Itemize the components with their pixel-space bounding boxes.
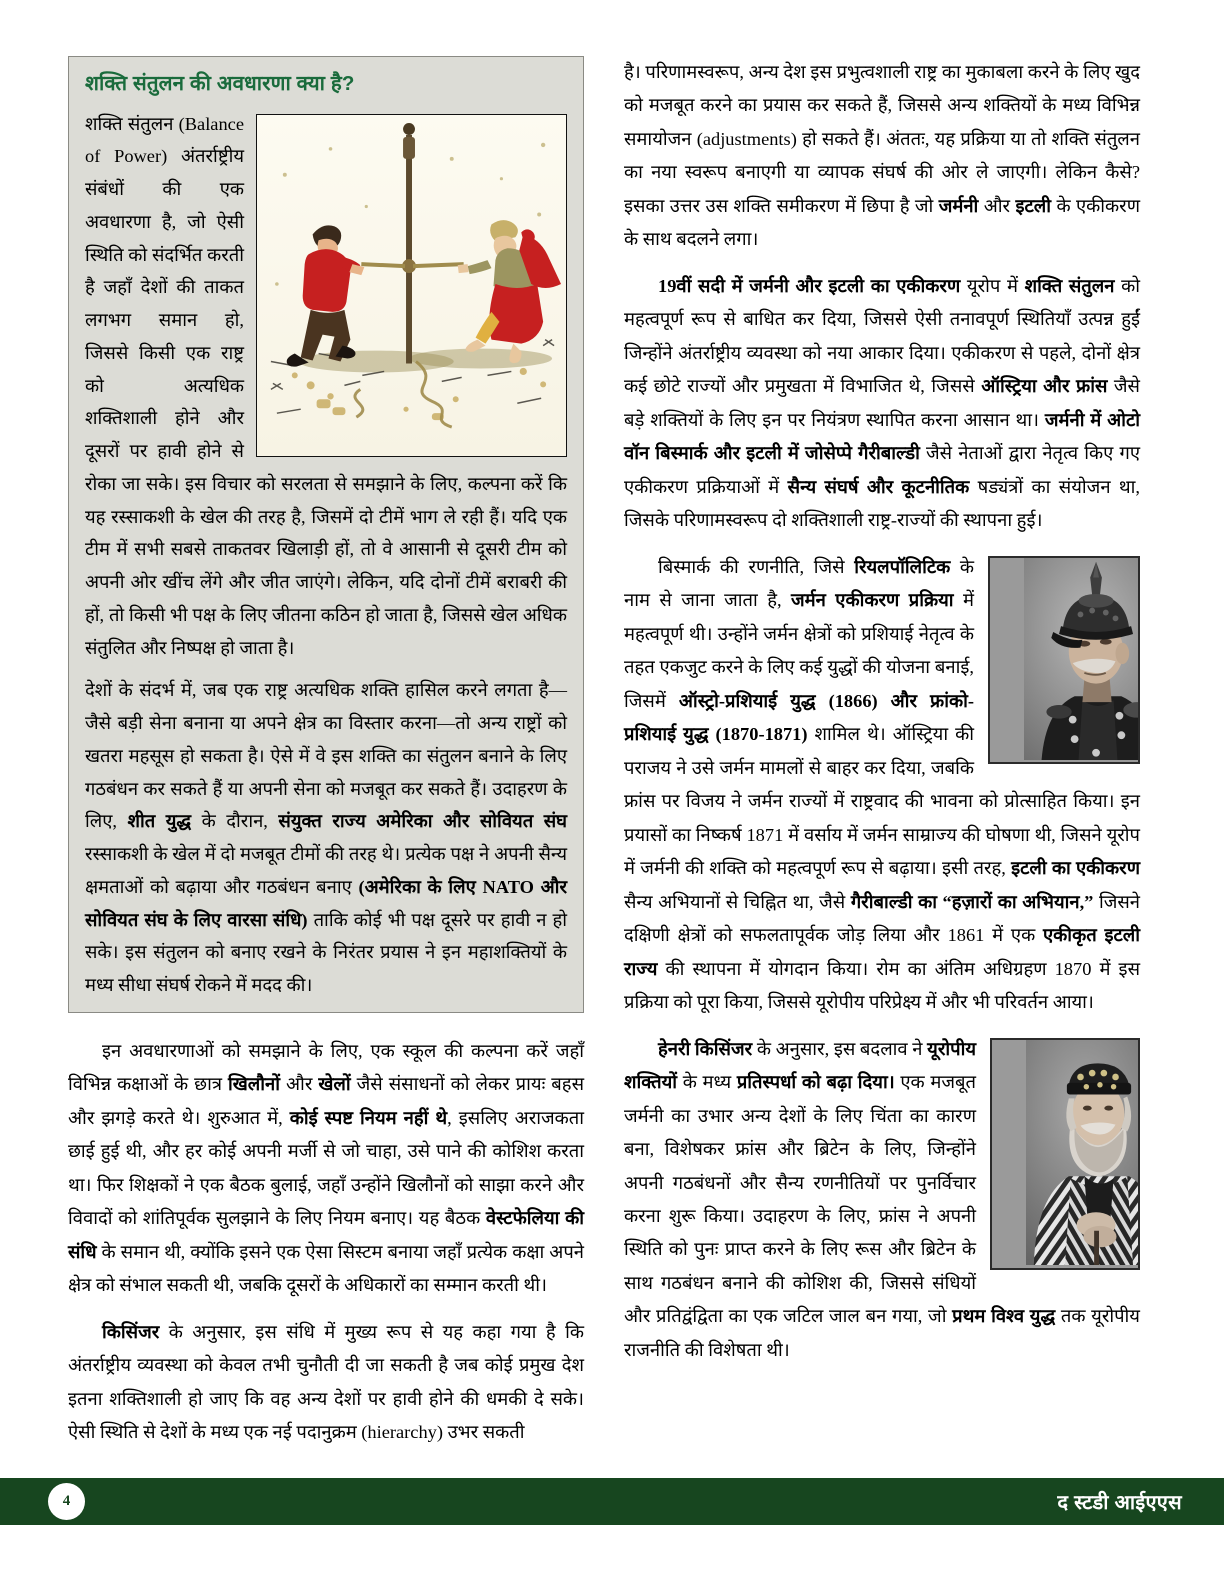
two-column-layout	[68, 56, 1160, 1456]
bold-first-world-war: प्रथम विश्व युद्ध	[952, 1306, 1056, 1327]
right-text-3d: में महत्वपूर्ण थी। उन्होंने जर्मन क्षेत्रों को प्रशियाई नेतृत्व के तहत एकजुट करने के लिए कई युद्धों की योजना बनाई, जिसमें	[624, 590, 974, 711]
right-text-1a: है। परिणामस्वरूप, अन्य देश इस प्रभुत्वशाली राष्ट्र का मुकाबला करने के लिए खुद को मजबूत करने का प्रयास कर सकते हैं, जिससे अन्य शक्तियों के मध्य विभिन्न समायोजन (adjustments) हो सकते हैं। अंततः, यह प्रक्रिया या तो शक्ति संतुलन का नया स्वरूप बनाएगी या व्यापक संघर्ष की ओर ले जाएगी। लेकिन कैसे? इसका उत्तर उस शक्ति समीकरण में छिपा है जो	[624, 62, 1140, 216]
school-text-a: इन अवधारणाओं को समझाने के लिए, एक स्कूल की कल्पना करें जहाँ विभिन्न कक्षाओं के छात्र	[68, 1040, 584, 1095]
concept-box-heading: शक्ति संतुलन की अवधारणा क्या है?	[85, 72, 355, 95]
concept-bold-usa-ussr: संयुक्त राज्य अमेरिका और सोवियत संघ	[278, 811, 567, 832]
bold-austria-france: ऑस्ट्रिया और फ्रांस	[981, 376, 1108, 397]
right-text-1d: के एकीकरण के साथ बदलने लगा।	[624, 195, 1140, 250]
page-footer	[0, 1478, 1224, 1525]
concept-bold-nato-warsaw: (अमेरिका के लिए NATO और सोवियत संघ के लिए वारसा संधि)	[85, 876, 567, 930]
bold-italian-unification: इटली का एकीकरण	[1011, 858, 1140, 879]
right-text-3c: के नाम से जाना जाता है,	[624, 556, 974, 611]
right-text-4e: तक यूरोपीय राजनीति की विशेषता थी।	[624, 1306, 1140, 1360]
left-paragraph-kissinger	[68, 1316, 584, 1450]
right-text-1c: और	[978, 195, 1016, 216]
bold-germany: जर्मनी	[938, 195, 979, 216]
bold-no-clear-rules: कोई स्पष्ट नियम नहीं थे	[289, 1107, 448, 1128]
concept-bold-cold-war: शीत युद्ध	[127, 811, 192, 832]
concept-text-2d: रस्साकशी के खेल में दो मजबूत टीमों की तरह थे। प्रत्येक पक्ष ने अपनी सैन्य क्षमताओं को बढ़ाया और गठबंधन बनाए	[85, 844, 567, 897]
giuseppe-garibaldi-portrait	[990, 1038, 1140, 1270]
concept-box-paragraph-1	[85, 108, 567, 665]
right-text-3e: शामिल थे। ऑस्ट्रिया की पराजय ने उसे जर्मन मामलों से बाहर कर दिया, जबकि फ्रांस पर विजय ने जर्मन राज्यों में राष्ट्रवाद की भावना को प्रोत्साहित किया। इन प्रयासों का निष्कर्ष 1871 में वर्साय में जर्मन साम्राज्य की घोषणा थी, जिसने यूरोप में जर्मनी की शक्ति को महत्वपूर्ण रूप से बढ़ाया। इसी तरह,	[624, 724, 1140, 879]
right-text-2d: जैसे बड़े शक्तियों के लिए इन पर नियंत्रण स्थापित करना आसान था।	[624, 376, 1140, 430]
right-text-3f: सैन्य अभियानों से चिह्नित था, जैसे	[624, 891, 851, 912]
bold-austro-prussian-franco-prussian-wars: ऑस्ट्रो-प्रशियाई युद्ध (1866) और फ्रांको-प्रशियाई युद्ध (1870-1871)	[624, 690, 974, 745]
bold-italy: इटली	[1015, 195, 1052, 216]
bold-german-unification-process: जर्मन एकीकरण प्रक्रिया	[791, 590, 954, 611]
bold-unified-italian-state: एकीकृत इटली राज्य	[624, 925, 1140, 979]
bold-european-powers: यूरोपीय शक्तियों	[624, 1038, 976, 1093]
kissinger-text: के अनुसार, इस संधि में मुख्य रूप से यह कहा गया है कि अंतर्राष्ट्रीय व्यवस्था को केवल तभी चुनौती दी जा सकती है जब कोई प्रमुख देश इतना शक्तिशाली हो जाए कि वह अन्य देशों पर हावी होने की धमकी दे सके। ऐसी स्थिति से देशों के मध्य एक नई पदानुक्रम (hierarchy) उभर सकती	[68, 1321, 584, 1443]
bold-expedition-of-the-thousand: गैरीबाल्डी का “हज़ारों का अभियान,”	[850, 891, 1094, 912]
right-text-2c: को महत्वपूर्ण रूप से बाधित कर दिया, जिससे ऐसी तनावपूर्ण स्थितियाँ उत्पन्न हुईं जिन्होंने अंतर्राष्ट्रीय व्यवस्था को नया आकार दिया। एकीकरण से पहले, दोनों क्षेत्र कई छोटे राज्यों और प्रमुखता में विभाजित थे, जिससे	[624, 275, 1140, 397]
right-text-4d: एक मजबूत जर्मनी का उभार अन्य देशों के लिए चिंता का कारण बना, विशेषकर फ्रांस और ब्रिटेन के लिए, जिन्होंने अपनी गठबंधनों और सैन्य रणनीतियों पर पुनर्विचार करना शुरू किया। उदाहरण के लिए, फ्रांस ने अपनी स्थिति को पुनः प्राप्त करने के लिए रूस और ब्रिटेन के साथ गठबंधन बनाने की कोशिश की, जिससे संधियों और प्रतिद्वंद्विता का एक जटिल जाल बन गया, जो	[624, 1072, 976, 1327]
right-text-2e: जैसे नेताओं द्वारा नेतृत्व किए गए एकीकरण प्रक्रियाओं में	[624, 443, 1140, 497]
bold-balance-of-power: शक्ति संतुलन	[1024, 275, 1115, 296]
bold-kissinger: किसिंजर	[102, 1321, 160, 1342]
left-column	[68, 56, 584, 1456]
right-text-2f: षड्यंत्रों का संयोजन था, जिसके परिणामस्वरूप दो शक्तिशाली राष्ट्र-राज्यों की स्थापना हुई।	[624, 476, 1140, 531]
bold-military-diplomatic: सैन्य संघर्ष और कूटनीतिक	[787, 476, 970, 497]
bold-increased-competition: प्रतिस्पर्धा को बढ़ा दिया।	[736, 1072, 895, 1093]
bold-henry-kissinger: हेनरी किसिंजर	[658, 1038, 753, 1059]
school-text-d: जैसे संसाधनों को लेकर प्रायः बहस और झगड़े करते थे। शुरुआत में,	[68, 1074, 584, 1128]
right-text-3g: जिसने दक्षिणी क्षेत्रों को सफलतापूर्वक जोड़ लिया और 1861 में एक	[624, 891, 1140, 946]
right-paragraph-1	[624, 56, 1140, 257]
bold-toys: खिलौनों	[228, 1074, 281, 1095]
right-text-4a: के अनुसार, इस बदलाव ने	[752, 1038, 928, 1059]
bold-19th-century-unification: 19वीं सदी में जर्मनी और इटली का एकीकरण	[658, 275, 961, 296]
school-text-c: और	[280, 1074, 319, 1095]
right-paragraph-3	[624, 551, 1140, 1020]
concept-text-2a: देशों के संदर्भ में, जब एक राष्ट्र अत्यधिक शक्ति हासिल करने लगता है—जैसे बड़ी सेना बनाना या अपने क्षेत्र का विस्तार करना—तो अन्य राष्ट्रों को खतरा महसूस हो सकता है। ऐसे में वे इस शक्ति का संतुलन बनाने के लिए गठबंधन कर सकते हैं या अपनी सेना को मजबूत कर सकते हैं। उदाहरण के लिए,	[85, 680, 567, 832]
concept-box-text-1: शक्ति संतुलन (Balance of Power) अंतर्राष्ट्रीय संबंधों की एक अवधारणा है, जो ऐसी स्थिति को संदर्भित करती है जहाँ देशों की ताकत लगभग समान हो, जिससे किसी एक राष्ट्र को अत्यधिक शक्तिशाली होने और दूसरों पर हावी होने से रोका जा सके। इस विचार को सरलता से समझाने के लिए, कल्पना करें कि यह रस्साकशी के खेल की तरह है, जिसमें दो टीमें भाग ले रही हैं। यदि एक टीम में सभी सबसे ताकतवर खिलाड़ी हों, तो वे आसानी से दूसरी टीम को अपनी ओर खींच लेंगे और जीत जाएंगे। लेकिन, यदि दोनों टीमें बराबरी की हों, तो किसी भी पक्ष के लिए जीतना कठिन हो जाता है, जिससे खेल अधिक संतुलित और निष्पक्ष हो जाता है।	[85, 113, 567, 658]
concept-callout-box	[68, 56, 584, 1013]
right-text-2a: यूरोप में	[960, 275, 1025, 296]
bold-bismarck-garibaldi: जर्मनी में ओटो वॉन बिस्मार्क और इटली में जोसेप्पे गैरीबाल्डी	[624, 409, 1141, 464]
right-text-4c: के मध्य	[677, 1072, 737, 1093]
left-paragraph-school	[68, 1035, 584, 1303]
concept-text-2e: ताकि कोई भी पक्ष दूसरे पर हावी न हो सके। इस संतुलन को बनाए रखने के निरंतर प्रयास ने इन महाशक्तियों के मध्य सीधा संघर्ष रोकने में मदद की।	[85, 909, 567, 996]
right-column	[624, 56, 1140, 1456]
concept-text-2c: के दौरान,	[191, 811, 279, 832]
right-text-3h: की स्थापना में योगदान किया। रोम का अंतिम अधिग्रहण 1870 में इस प्रक्रिया को पूरा किया, जिससे यूरोपीय परिप्रेक्ष्य में और भी परिवर्तन आया।	[624, 958, 1140, 1013]
right-paragraph-4	[624, 1033, 1140, 1368]
bold-games: खेलों	[318, 1074, 351, 1095]
bold-realpolitik: रियलपॉलिटिक	[854, 556, 951, 577]
otto-von-bismarck-portrait	[988, 556, 1140, 764]
page-number-badge: 4	[48, 1483, 85, 1520]
tug-of-war-illustration	[256, 114, 567, 457]
footer-brand-label: द स्टडी आईएएस	[1057, 1492, 1182, 1514]
school-text-e: , इसलिए अराजकता छाई हुई थी, और हर कोई अपनी मर्जी से जो चाहा, उसे पाने की कोशिश करता था। फिर शिक्षकों ने एक बैठक बुलाई, जहाँ उन्होंने खिलौनों को साझा करने और विवादों को शांतिपूर्वक सुलझाने के लिए नियम बनाए। यह बैठक	[68, 1107, 584, 1229]
concept-box-paragraph-2	[85, 674, 567, 1002]
right-paragraph-2	[624, 270, 1140, 538]
right-text-3a: बिस्मार्क की रणनीति, जिसे	[658, 556, 855, 577]
school-text-f: के समान थी, क्योंकि इसने एक ऐसा सिस्टम बनाया जहाँ प्रत्येक कक्षा अपने क्षेत्र को संभाल सकती थी, जबकि दूसरों के अधिकारों का सम्मान करती थी।	[68, 1241, 584, 1296]
bold-treaty-of-westphalia: वेस्टफेलिया की संधि	[68, 1208, 584, 1262]
